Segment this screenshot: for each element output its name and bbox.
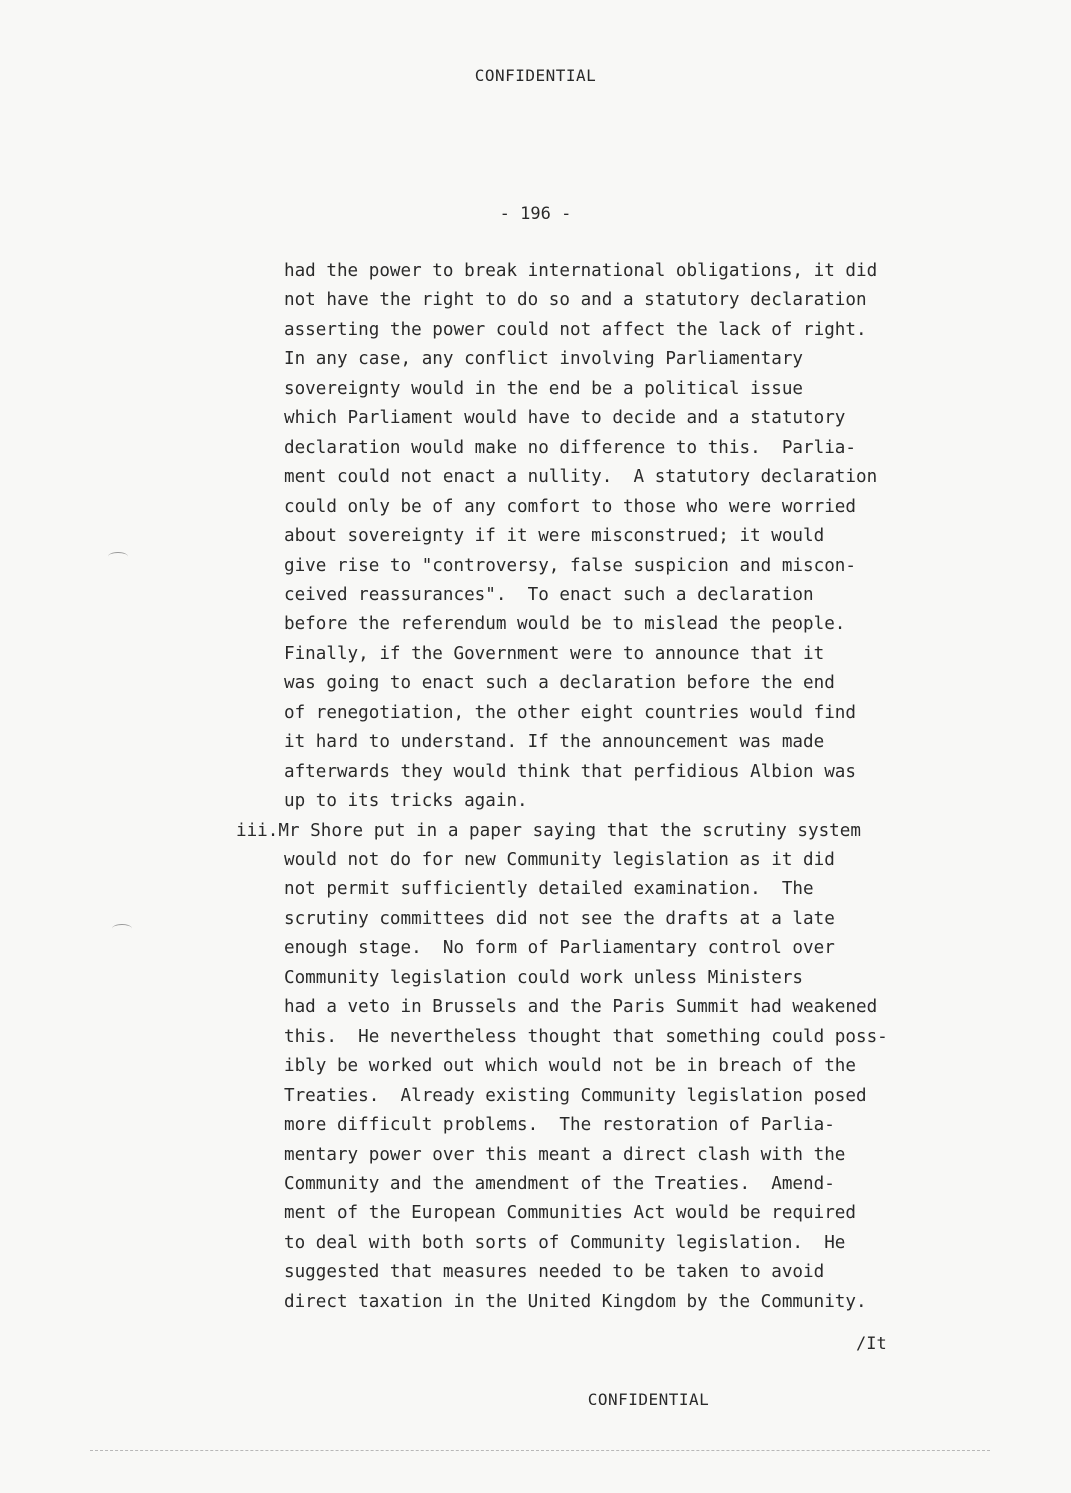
body-line: give rise to "controversy, false suspicion and miscon- [284, 556, 856, 576]
body-line: Treaties. Already existing Community legislation posed [284, 1086, 867, 1106]
body-line: mentary power over this meant a direct clash with the [284, 1145, 846, 1165]
body-line: not permit sufficiently detailed examination. The [284, 879, 814, 899]
body-line: suggested that measures needed to be taken to avoid [284, 1262, 825, 1282]
body-line: sovereignty would in the end be a political issue [284, 379, 804, 399]
body-line: had a veto in Brussels and the Paris Summit had weakened [284, 997, 878, 1017]
body-line: to deal with both sorts of Community legislation. He [284, 1233, 846, 1253]
body-line: about sovereignty if it were misconstrued; it would [284, 526, 825, 546]
body-line: this. He nevertheless thought that something could poss- [284, 1027, 888, 1047]
body-line: iii.Mr Shore put in a paper saying that the scrutiny system [236, 821, 861, 841]
body-line: of renegotiation, the other eight countries would find [284, 703, 856, 723]
body-line: ibly be worked out which would not be in breach of the [284, 1056, 856, 1076]
footer-classification: CONFIDENTIAL [587, 1390, 710, 1409]
catchword: /It [856, 1334, 887, 1354]
body-line: Community legislation could work unless Ministers [284, 968, 804, 988]
body-line: before the referendum would be to mislead the people. [284, 614, 846, 634]
body-line: ment of the European Communities Act would be required [284, 1203, 856, 1223]
scan-rule [90, 1450, 990, 1451]
body-line: which Parliament would have to decide and a statutory [284, 408, 846, 428]
body-line: Finally, if the Government were to announce that it [284, 644, 825, 664]
body-line: was going to enact such a declaration before the end [284, 673, 835, 693]
body-line: could only be of any comfort to those who were worried [284, 497, 856, 517]
body-line: had the power to break international obligations, it did [284, 261, 878, 281]
body-line: up to its tricks again. [284, 791, 528, 811]
body-line: enough stage. No form of Parliamentary control over [284, 938, 835, 958]
body-line: direct taxation in the United Kingdom by the Community. [284, 1292, 867, 1312]
body-line: scrutiny committees did not see the drafts at a late [284, 909, 835, 929]
page-number: - 196 - [499, 204, 572, 224]
punch-mark [108, 552, 128, 561]
punch-mark [112, 924, 132, 933]
body-line: not have the right to do so and a statutory declaration [284, 290, 867, 310]
body-line: ment could not enact a nullity. A statutory declaration [284, 467, 878, 487]
body-line: declaration would make no difference to this. Parlia- [284, 438, 856, 458]
header-classification: CONFIDENTIAL [474, 66, 597, 85]
body-line: ceived reassurances". To enact such a declaration [284, 585, 814, 605]
body-line: asserting the power could not affect the lack of right. [284, 320, 867, 340]
body-line: it hard to understand. If the announcement was made [284, 732, 825, 752]
body-line: In any case, any conflict involving Parliamentary [284, 349, 804, 369]
body-line: Community and the amendment of the Treaties. Amend- [284, 1174, 835, 1194]
body-line: afterwards they would think that perfidious Albion was [284, 762, 856, 782]
body-line: more difficult problems. The restoration of Parlia- [284, 1115, 835, 1135]
body-line: would not do for new Community legislation as it did [284, 850, 835, 870]
